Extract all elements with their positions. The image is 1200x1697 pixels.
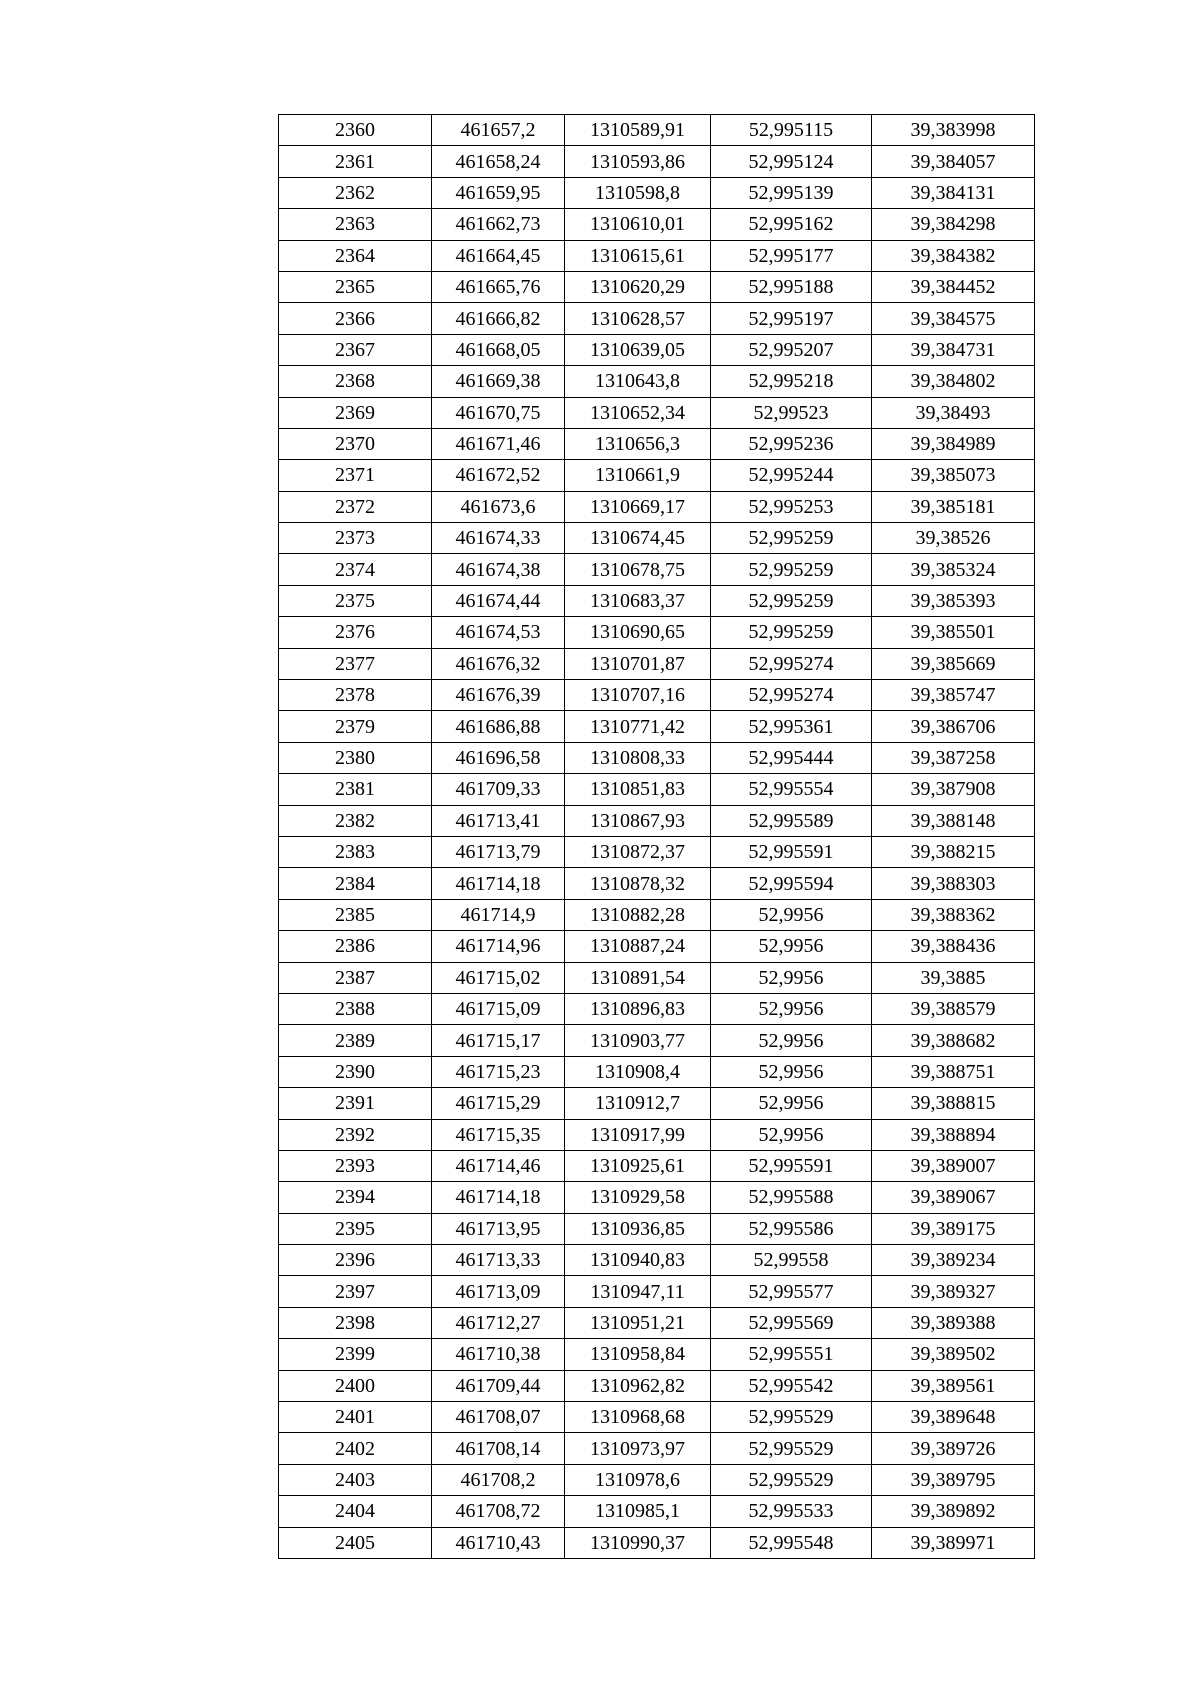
point-number-cell: 2394 bbox=[279, 1182, 432, 1213]
table-row bbox=[279, 1307, 1035, 1338]
latitude-cell: 52,995236 bbox=[711, 428, 872, 459]
latitude-cell: 52,995162 bbox=[711, 209, 872, 240]
latitude-cell: 52,9956 bbox=[711, 1119, 872, 1150]
x-coordinate-cell: 461665,76 bbox=[432, 271, 565, 302]
table-row bbox=[279, 1527, 1035, 1558]
longitude-cell: 39,384802 bbox=[872, 366, 1035, 397]
latitude-cell: 52,995177 bbox=[711, 240, 872, 271]
longitude-cell: 39,385747 bbox=[872, 680, 1035, 711]
latitude-cell: 52,995361 bbox=[711, 711, 872, 742]
longitude-cell: 39,389561 bbox=[872, 1370, 1035, 1401]
x-coordinate-cell: 461696,58 bbox=[432, 742, 565, 773]
x-coordinate-cell: 461662,73 bbox=[432, 209, 565, 240]
table-row bbox=[279, 711, 1035, 742]
point-number-cell: 2372 bbox=[279, 491, 432, 522]
x-coordinate-cell: 461715,35 bbox=[432, 1119, 565, 1150]
latitude-cell: 52,995115 bbox=[711, 115, 872, 146]
y-coordinate-cell: 1310683,37 bbox=[565, 585, 711, 616]
table-row bbox=[279, 554, 1035, 585]
latitude-cell: 52,9956 bbox=[711, 962, 872, 993]
longitude-cell: 39,389007 bbox=[872, 1150, 1035, 1181]
table-row bbox=[279, 1213, 1035, 1244]
y-coordinate-cell: 1310962,82 bbox=[565, 1370, 711, 1401]
table-row bbox=[279, 1150, 1035, 1181]
longitude-cell: 39,384382 bbox=[872, 240, 1035, 271]
table-row bbox=[279, 899, 1035, 930]
longitude-cell: 39,385669 bbox=[872, 648, 1035, 679]
latitude-cell: 52,995591 bbox=[711, 836, 872, 867]
latitude-cell: 52,9956 bbox=[711, 899, 872, 930]
longitude-cell: 39,388815 bbox=[872, 1088, 1035, 1119]
y-coordinate-cell: 1310669,17 bbox=[565, 491, 711, 522]
x-coordinate-cell: 461669,38 bbox=[432, 366, 565, 397]
y-coordinate-cell: 1310908,4 bbox=[565, 1056, 711, 1087]
point-number-cell: 2367 bbox=[279, 334, 432, 365]
x-coordinate-cell: 461714,18 bbox=[432, 868, 565, 899]
table-row bbox=[279, 836, 1035, 867]
point-number-cell: 2374 bbox=[279, 554, 432, 585]
table-row bbox=[279, 617, 1035, 648]
point-number-cell: 2375 bbox=[279, 585, 432, 616]
point-number-cell: 2401 bbox=[279, 1402, 432, 1433]
y-coordinate-cell: 1310674,45 bbox=[565, 523, 711, 554]
point-number-cell: 2405 bbox=[279, 1527, 432, 1558]
y-coordinate-cell: 1310808,33 bbox=[565, 742, 711, 773]
latitude-cell: 52,995589 bbox=[711, 805, 872, 836]
latitude-cell: 52,995253 bbox=[711, 491, 872, 522]
latitude-cell: 52,995529 bbox=[711, 1402, 872, 1433]
x-coordinate-cell: 461712,27 bbox=[432, 1307, 565, 1338]
latitude-cell: 52,99523 bbox=[711, 397, 872, 428]
x-coordinate-cell: 461715,29 bbox=[432, 1088, 565, 1119]
point-number-cell: 2399 bbox=[279, 1339, 432, 1370]
y-coordinate-cell: 1310968,68 bbox=[565, 1402, 711, 1433]
point-number-cell: 2382 bbox=[279, 805, 432, 836]
table-row bbox=[279, 397, 1035, 428]
y-coordinate-cell: 1310620,29 bbox=[565, 271, 711, 302]
point-number-cell: 2370 bbox=[279, 428, 432, 459]
table-row bbox=[279, 146, 1035, 177]
table-row bbox=[279, 240, 1035, 271]
point-number-cell: 2380 bbox=[279, 742, 432, 773]
longitude-cell: 39,388148 bbox=[872, 805, 1035, 836]
longitude-cell: 39,386706 bbox=[872, 711, 1035, 742]
table-row bbox=[279, 993, 1035, 1024]
y-coordinate-cell: 1310628,57 bbox=[565, 303, 711, 334]
point-number-cell: 2368 bbox=[279, 366, 432, 397]
table-row bbox=[279, 1402, 1035, 1433]
point-number-cell: 2376 bbox=[279, 617, 432, 648]
y-coordinate-cell: 1310958,84 bbox=[565, 1339, 711, 1370]
latitude-cell: 52,995444 bbox=[711, 742, 872, 773]
point-number-cell: 2361 bbox=[279, 146, 432, 177]
table-row bbox=[279, 585, 1035, 616]
point-number-cell: 2385 bbox=[279, 899, 432, 930]
longitude-cell: 39,385181 bbox=[872, 491, 1035, 522]
x-coordinate-cell: 461709,33 bbox=[432, 774, 565, 805]
table-row bbox=[279, 1464, 1035, 1495]
latitude-cell: 52,995542 bbox=[711, 1370, 872, 1401]
x-coordinate-cell: 461714,18 bbox=[432, 1182, 565, 1213]
table-row bbox=[279, 680, 1035, 711]
table-row bbox=[279, 491, 1035, 522]
x-coordinate-cell: 461708,14 bbox=[432, 1433, 565, 1464]
longitude-cell: 39,389795 bbox=[872, 1464, 1035, 1495]
x-coordinate-cell: 461666,82 bbox=[432, 303, 565, 334]
x-coordinate-cell: 461715,17 bbox=[432, 1025, 565, 1056]
point-number-cell: 2398 bbox=[279, 1307, 432, 1338]
longitude-cell: 39,389175 bbox=[872, 1213, 1035, 1244]
latitude-cell: 52,995197 bbox=[711, 303, 872, 334]
latitude-cell: 52,995577 bbox=[711, 1276, 872, 1307]
y-coordinate-cell: 1310851,83 bbox=[565, 774, 711, 805]
point-number-cell: 2403 bbox=[279, 1464, 432, 1495]
longitude-cell: 39,385073 bbox=[872, 460, 1035, 491]
table-row bbox=[279, 271, 1035, 302]
table-row bbox=[279, 428, 1035, 459]
coordinates-table bbox=[278, 114, 1035, 1559]
point-number-cell: 2365 bbox=[279, 271, 432, 302]
x-coordinate-cell: 461713,33 bbox=[432, 1245, 565, 1276]
y-coordinate-cell: 1310882,28 bbox=[565, 899, 711, 930]
longitude-cell: 39,388215 bbox=[872, 836, 1035, 867]
y-coordinate-cell: 1310887,24 bbox=[565, 931, 711, 962]
y-coordinate-cell: 1310771,42 bbox=[565, 711, 711, 742]
latitude-cell: 52,995259 bbox=[711, 617, 872, 648]
x-coordinate-cell: 461714,46 bbox=[432, 1150, 565, 1181]
y-coordinate-cell: 1310929,58 bbox=[565, 1182, 711, 1213]
latitude-cell: 52,995551 bbox=[711, 1339, 872, 1370]
longitude-cell: 39,384989 bbox=[872, 428, 1035, 459]
point-number-cell: 2362 bbox=[279, 177, 432, 208]
table-row bbox=[279, 1339, 1035, 1370]
x-coordinate-cell: 461710,43 bbox=[432, 1527, 565, 1558]
longitude-cell: 39,384731 bbox=[872, 334, 1035, 365]
latitude-cell: 52,995588 bbox=[711, 1182, 872, 1213]
x-coordinate-cell: 461709,44 bbox=[432, 1370, 565, 1401]
table-row bbox=[279, 1496, 1035, 1527]
point-number-cell: 2400 bbox=[279, 1370, 432, 1401]
point-number-cell: 2387 bbox=[279, 962, 432, 993]
longitude-cell: 39,388303 bbox=[872, 868, 1035, 899]
latitude-cell: 52,9956 bbox=[711, 1088, 872, 1119]
longitude-cell: 39,384131 bbox=[872, 177, 1035, 208]
y-coordinate-cell: 1310707,16 bbox=[565, 680, 711, 711]
table-row bbox=[279, 1119, 1035, 1150]
x-coordinate-cell: 461710,38 bbox=[432, 1339, 565, 1370]
point-number-cell: 2392 bbox=[279, 1119, 432, 1150]
point-number-cell: 2391 bbox=[279, 1088, 432, 1119]
latitude-cell: 52,995274 bbox=[711, 680, 872, 711]
point-number-cell: 2377 bbox=[279, 648, 432, 679]
table-row bbox=[279, 303, 1035, 334]
point-number-cell: 2384 bbox=[279, 868, 432, 899]
x-coordinate-cell: 461673,6 bbox=[432, 491, 565, 522]
table-row bbox=[279, 805, 1035, 836]
table-row bbox=[279, 1025, 1035, 1056]
longitude-cell: 39,388436 bbox=[872, 931, 1035, 962]
point-number-cell: 2379 bbox=[279, 711, 432, 742]
longitude-cell: 39,383998 bbox=[872, 115, 1035, 146]
latitude-cell: 52,995594 bbox=[711, 868, 872, 899]
x-coordinate-cell: 461674,53 bbox=[432, 617, 565, 648]
y-coordinate-cell: 1310912,7 bbox=[565, 1088, 711, 1119]
longitude-cell: 39,388682 bbox=[872, 1025, 1035, 1056]
y-coordinate-cell: 1310978,6 bbox=[565, 1464, 711, 1495]
y-coordinate-cell: 1310615,61 bbox=[565, 240, 711, 271]
longitude-cell: 39,389067 bbox=[872, 1182, 1035, 1213]
point-number-cell: 2404 bbox=[279, 1496, 432, 1527]
table-row bbox=[279, 334, 1035, 365]
longitude-cell: 39,389726 bbox=[872, 1433, 1035, 1464]
y-coordinate-cell: 1310903,77 bbox=[565, 1025, 711, 1056]
y-coordinate-cell: 1310985,1 bbox=[565, 1496, 711, 1527]
table-row bbox=[279, 1276, 1035, 1307]
y-coordinate-cell: 1310973,97 bbox=[565, 1433, 711, 1464]
y-coordinate-cell: 1310872,37 bbox=[565, 836, 711, 867]
latitude-cell: 52,995188 bbox=[711, 271, 872, 302]
coordinates-table-body bbox=[279, 115, 1035, 1559]
point-number-cell: 2381 bbox=[279, 774, 432, 805]
longitude-cell: 39,388579 bbox=[872, 993, 1035, 1024]
point-number-cell: 2378 bbox=[279, 680, 432, 711]
y-coordinate-cell: 1310598,8 bbox=[565, 177, 711, 208]
longitude-cell: 39,385393 bbox=[872, 585, 1035, 616]
longitude-cell: 39,388894 bbox=[872, 1119, 1035, 1150]
y-coordinate-cell: 1310643,8 bbox=[565, 366, 711, 397]
latitude-cell: 52,995259 bbox=[711, 554, 872, 585]
table-row bbox=[279, 523, 1035, 554]
latitude-cell: 52,995529 bbox=[711, 1433, 872, 1464]
point-number-cell: 2363 bbox=[279, 209, 432, 240]
latitude-cell: 52,9956 bbox=[711, 931, 872, 962]
table-row bbox=[279, 177, 1035, 208]
y-coordinate-cell: 1310639,05 bbox=[565, 334, 711, 365]
point-number-cell: 2360 bbox=[279, 115, 432, 146]
latitude-cell: 52,9956 bbox=[711, 993, 872, 1024]
latitude-cell: 52,995274 bbox=[711, 648, 872, 679]
point-number-cell: 2364 bbox=[279, 240, 432, 271]
point-number-cell: 2389 bbox=[279, 1025, 432, 1056]
x-coordinate-cell: 461664,45 bbox=[432, 240, 565, 271]
y-coordinate-cell: 1310593,86 bbox=[565, 146, 711, 177]
longitude-cell: 39,384057 bbox=[872, 146, 1035, 177]
table-row bbox=[279, 115, 1035, 146]
table-row bbox=[279, 1433, 1035, 1464]
y-coordinate-cell: 1310917,99 bbox=[565, 1119, 711, 1150]
x-coordinate-cell: 461713,09 bbox=[432, 1276, 565, 1307]
point-number-cell: 2393 bbox=[279, 1150, 432, 1181]
longitude-cell: 39,388751 bbox=[872, 1056, 1035, 1087]
point-number-cell: 2390 bbox=[279, 1056, 432, 1087]
x-coordinate-cell: 461670,75 bbox=[432, 397, 565, 428]
x-coordinate-cell: 461708,2 bbox=[432, 1464, 565, 1495]
table-row bbox=[279, 460, 1035, 491]
latitude-cell: 52,995259 bbox=[711, 585, 872, 616]
longitude-cell: 39,389971 bbox=[872, 1527, 1035, 1558]
y-coordinate-cell: 1310610,01 bbox=[565, 209, 711, 240]
x-coordinate-cell: 461715,23 bbox=[432, 1056, 565, 1087]
longitude-cell: 39,38526 bbox=[872, 523, 1035, 554]
x-coordinate-cell: 461674,44 bbox=[432, 585, 565, 616]
point-number-cell: 2383 bbox=[279, 836, 432, 867]
latitude-cell: 52,995548 bbox=[711, 1527, 872, 1558]
y-coordinate-cell: 1310652,34 bbox=[565, 397, 711, 428]
x-coordinate-cell: 461659,95 bbox=[432, 177, 565, 208]
latitude-cell: 52,995569 bbox=[711, 1307, 872, 1338]
latitude-cell: 52,9956 bbox=[711, 1025, 872, 1056]
longitude-cell: 39,384298 bbox=[872, 209, 1035, 240]
x-coordinate-cell: 461676,32 bbox=[432, 648, 565, 679]
table-row bbox=[279, 962, 1035, 993]
longitude-cell: 39,388362 bbox=[872, 899, 1035, 930]
latitude-cell: 52,995533 bbox=[711, 1496, 872, 1527]
table-row bbox=[279, 931, 1035, 962]
point-number-cell: 2396 bbox=[279, 1245, 432, 1276]
x-coordinate-cell: 461658,24 bbox=[432, 146, 565, 177]
y-coordinate-cell: 1310891,54 bbox=[565, 962, 711, 993]
y-coordinate-cell: 1310661,9 bbox=[565, 460, 711, 491]
latitude-cell: 52,995586 bbox=[711, 1213, 872, 1244]
longitude-cell: 39,389388 bbox=[872, 1307, 1035, 1338]
table-row bbox=[279, 1245, 1035, 1276]
table-row bbox=[279, 209, 1035, 240]
point-number-cell: 2366 bbox=[279, 303, 432, 334]
x-coordinate-cell: 461686,88 bbox=[432, 711, 565, 742]
y-coordinate-cell: 1310936,85 bbox=[565, 1213, 711, 1244]
y-coordinate-cell: 1310867,93 bbox=[565, 805, 711, 836]
y-coordinate-cell: 1310701,87 bbox=[565, 648, 711, 679]
x-coordinate-cell: 461713,95 bbox=[432, 1213, 565, 1244]
latitude-cell: 52,995124 bbox=[711, 146, 872, 177]
longitude-cell: 39,387908 bbox=[872, 774, 1035, 805]
table-row bbox=[279, 648, 1035, 679]
latitude-cell: 52,995139 bbox=[711, 177, 872, 208]
latitude-cell: 52,995218 bbox=[711, 366, 872, 397]
point-number-cell: 2402 bbox=[279, 1433, 432, 1464]
table-row bbox=[279, 774, 1035, 805]
table-row bbox=[279, 1182, 1035, 1213]
point-number-cell: 2395 bbox=[279, 1213, 432, 1244]
y-coordinate-cell: 1310947,11 bbox=[565, 1276, 711, 1307]
longitude-cell: 39,387258 bbox=[872, 742, 1035, 773]
y-coordinate-cell: 1310690,65 bbox=[565, 617, 711, 648]
x-coordinate-cell: 461674,38 bbox=[432, 554, 565, 585]
point-number-cell: 2386 bbox=[279, 931, 432, 962]
latitude-cell: 52,995529 bbox=[711, 1464, 872, 1495]
longitude-cell: 39,38493 bbox=[872, 397, 1035, 428]
y-coordinate-cell: 1310678,75 bbox=[565, 554, 711, 585]
x-coordinate-cell: 461676,39 bbox=[432, 680, 565, 711]
table-row bbox=[279, 742, 1035, 773]
longitude-cell: 39,389234 bbox=[872, 1245, 1035, 1276]
y-coordinate-cell: 1310925,61 bbox=[565, 1150, 711, 1181]
y-coordinate-cell: 1310878,32 bbox=[565, 868, 711, 899]
latitude-cell: 52,995207 bbox=[711, 334, 872, 365]
y-coordinate-cell: 1310589,91 bbox=[565, 115, 711, 146]
longitude-cell: 39,384452 bbox=[872, 271, 1035, 302]
table-row bbox=[279, 1088, 1035, 1119]
longitude-cell: 39,389892 bbox=[872, 1496, 1035, 1527]
latitude-cell: 52,995259 bbox=[711, 523, 872, 554]
y-coordinate-cell: 1310896,83 bbox=[565, 993, 711, 1024]
table-row bbox=[279, 1370, 1035, 1401]
longitude-cell: 39,385501 bbox=[872, 617, 1035, 648]
x-coordinate-cell: 461672,52 bbox=[432, 460, 565, 491]
point-number-cell: 2397 bbox=[279, 1276, 432, 1307]
latitude-cell: 52,9956 bbox=[711, 1056, 872, 1087]
latitude-cell: 52,995244 bbox=[711, 460, 872, 491]
longitude-cell: 39,389502 bbox=[872, 1339, 1035, 1370]
longitude-cell: 39,384575 bbox=[872, 303, 1035, 334]
x-coordinate-cell: 461671,46 bbox=[432, 428, 565, 459]
latitude-cell: 52,99558 bbox=[711, 1245, 872, 1276]
x-coordinate-cell: 461714,96 bbox=[432, 931, 565, 962]
y-coordinate-cell: 1310656,3 bbox=[565, 428, 711, 459]
x-coordinate-cell: 461714,9 bbox=[432, 899, 565, 930]
point-number-cell: 2369 bbox=[279, 397, 432, 428]
y-coordinate-cell: 1310990,37 bbox=[565, 1527, 711, 1558]
table-row bbox=[279, 366, 1035, 397]
x-coordinate-cell: 461715,02 bbox=[432, 962, 565, 993]
table-row bbox=[279, 1056, 1035, 1087]
point-number-cell: 2373 bbox=[279, 523, 432, 554]
x-coordinate-cell: 461713,41 bbox=[432, 805, 565, 836]
latitude-cell: 52,995554 bbox=[711, 774, 872, 805]
longitude-cell: 39,3885 bbox=[872, 962, 1035, 993]
point-number-cell: 2371 bbox=[279, 460, 432, 491]
x-coordinate-cell: 461715,09 bbox=[432, 993, 565, 1024]
point-number-cell: 2388 bbox=[279, 993, 432, 1024]
y-coordinate-cell: 1310951,21 bbox=[565, 1307, 711, 1338]
latitude-cell: 52,995591 bbox=[711, 1150, 872, 1181]
x-coordinate-cell: 461713,79 bbox=[432, 836, 565, 867]
table-row bbox=[279, 868, 1035, 899]
x-coordinate-cell: 461668,05 bbox=[432, 334, 565, 365]
y-coordinate-cell: 1310940,83 bbox=[565, 1245, 711, 1276]
x-coordinate-cell: 461674,33 bbox=[432, 523, 565, 554]
longitude-cell: 39,389327 bbox=[872, 1276, 1035, 1307]
x-coordinate-cell: 461657,2 bbox=[432, 115, 565, 146]
longitude-cell: 39,389648 bbox=[872, 1402, 1035, 1433]
x-coordinate-cell: 461708,72 bbox=[432, 1496, 565, 1527]
x-coordinate-cell: 461708,07 bbox=[432, 1402, 565, 1433]
longitude-cell: 39,385324 bbox=[872, 554, 1035, 585]
